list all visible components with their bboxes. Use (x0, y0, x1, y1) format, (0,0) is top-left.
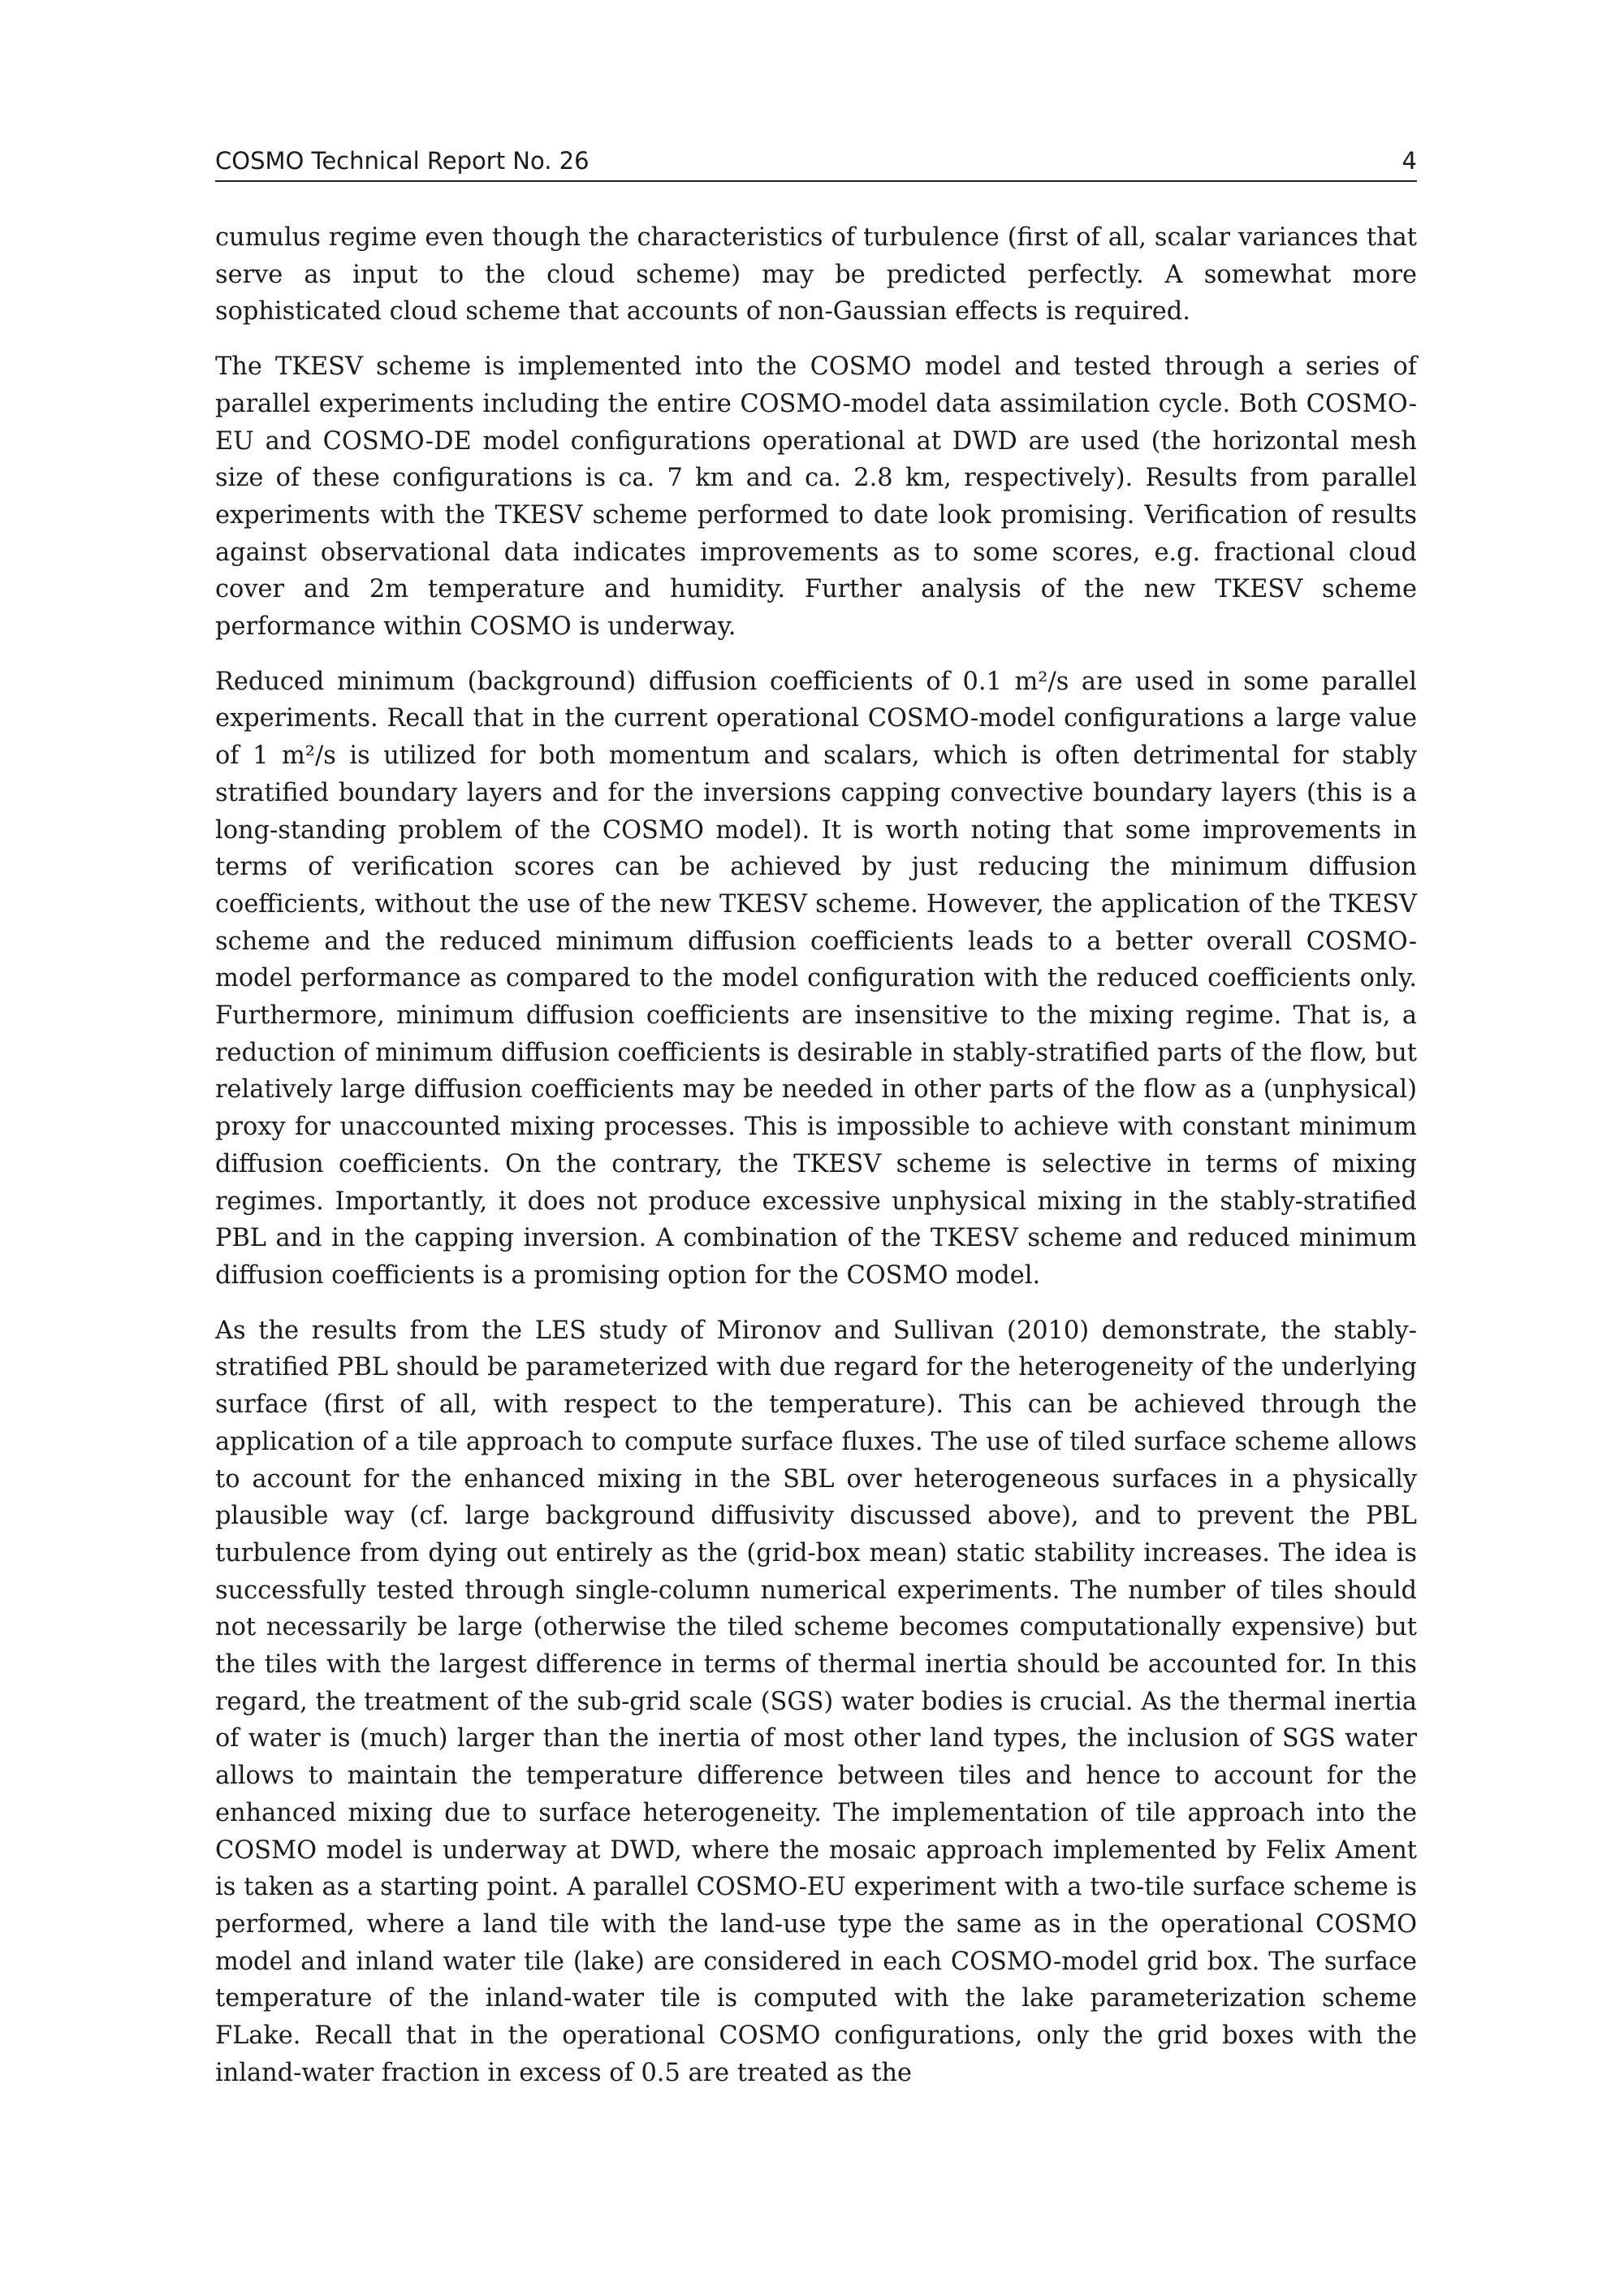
paragraph-diffusion-coefficients: Reduced minimum (background) diffusion coefficients of 0.1 m²/s are used in some parallel experiments. Recall that in the current operational COSMO-model configurations a large value of 1 m²/s is utilized for both momentum and scalars, which is often detrimental for stably stratified boundary layers and for the inversions capping convective boundary layers (this is a long-standing problem of the COSMO model). It is worth noting that some improvements in terms of verification scores can be achieved by just reducing the minimum diffusion coefficients, without the use of the new TKESV scheme. However, the application of the TKESV scheme and the reduced minimum diffusion coefficients leads to a better overall COSMO-model performance as compared to the model configuration with the reduced coefficients only. Furthermore, minimum diffusion coefficients are insensitive to the mixing regime. That is, a reduction of minimum diffusion coefficients is desirable in stably-stratified parts of the flow, but relatively large diffusion coefficients may be needed in other parts of the flow as a (unphysical) proxy for unaccounted mixing processes. This is impossible to achieve with constant minimum diffusion coefficients. On the contrary, the TKESV scheme is selective in terms of mixing regimes. Importantly, it does not produce excessive unphysical mixing in the stably-stratified PBL and in the capping inversion. A combination of the TKESV scheme and reduced minimum diffusion coefficients is a promising option for the COSMO model. (215, 667, 1417, 1290)
running-header (215, 146, 1417, 182)
paragraph-tile-approach: As the results from the LES study of Mironov and Sullivan (2010) demonstrate, the stably-stratified PBL should be parameterized with due regard for the heterogeneity of the underlying surface (first of all, with respect to the temperature). This can be achieved through the application of a tile approach to compute surface fluxes. The use of tiled surface scheme allows to account for the enhanced mixing in the SBL over heterogeneous surfaces in a physically plausible way (cf. large background diffusivity discussed above), and to prevent the PBL turbulence from dying out entirely as the (grid-box mean) static stability increases. The idea is successfully tested through single-column numerical experiments. The number of tiles should not necessarily be large (otherwise the tiled scheme becomes computationally expensive) but the tiles with the largest difference in terms of thermal inertia should be accounted for. In this regard, the treatment of the sub-grid scale (SGS) water bodies is crucial. As the thermal inertia of water is (much) larger than the inertia of most other land types, the inclusion of SGS water allows to maintain the temperature difference between tiles and hence to account for the enhanced mixing due to surface heterogeneity. The implementation of tile approach into the COSMO model is underway at DWD, where the mosaic approach implemented by Felix Ament is taken as a starting point. A parallel COSMO-EU experiment with a two-tile surface scheme is performed, where a land tile with the land-use type the same as in the operational COSMO model and inland water tile (lake) are considered in each COSMO-model grid box. The surface temperature of the inland-water tile is computed with the lake parameterization scheme FLake. Recall that in the operational COSMO configurations, only the grid boxes with the inland-water fraction in excess of 0.5 are treated as the (215, 1316, 1417, 2087)
paragraph-tkesv-implementation: The TKESV scheme is implemented into the COSMO model and tested through a series of parallel experiments including the entire COSMO-model data assimilation cycle. Both COSMO-EU and COSMO-DE model configurations operational at DWD are used (the horizontal mesh size of these configurations is ca. 7 km and ca. 2.8 km, respectively). Results from parallel experiments with the TKESV scheme performed to date look promising. Verification of results against observational data indicates improvements as to some scores, e.g. fractional cloud cover and 2m temperature and humidity. Further analysis of the new TKESV scheme performance within COSMO is underway. (215, 352, 1417, 642)
page-number: 4 (1402, 147, 1417, 175)
report-title: COSMO Technical Report No. 26 (215, 147, 590, 175)
body-text (215, 219, 1417, 2109)
paragraph-cloud-scheme: cumulus regime even though the characteristics of turbulence (first of all, scalar variances that serve as input to the cloud scheme) may be predicted perfectly. A somewhat more sophisticated cloud scheme that accounts of non-Gaussian effects is required. (215, 223, 1417, 326)
